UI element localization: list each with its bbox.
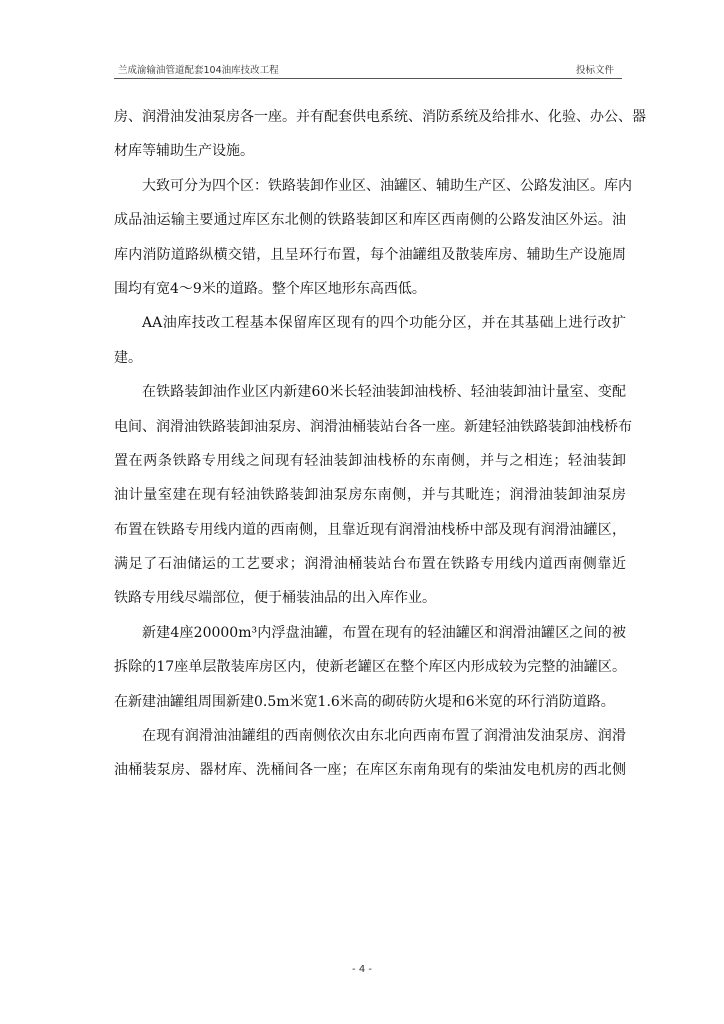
text-line: 在新建油罐组周围新建0.5m米宽1.6米高的砌砖防火堤和6米宽的环行消防道路。 [114, 693, 615, 710]
text-line: 置在两条铁路专用线之间现有轻油装卸油栈桥的东南侧，并与之相连；轻油装卸 [114, 452, 626, 469]
text-line: 材库等辅助生产设施。 [114, 143, 254, 160]
text-line: 拆除的17座单层散装库房区内，使新老罐区在整个库区内形成较为完整的油罐区。 [114, 659, 626, 676]
paragraph-start-line: 在现有润滑油油罐组的西南侧依次由东北向西南布置了润滑油发油泵房、润滑 [142, 728, 626, 745]
page-number: - 4 - [352, 964, 372, 975]
page-header [118, 62, 614, 76]
text-line: 油计量室建在现有轻油铁路装卸油泵房东南侧，并与其毗连；润滑油装卸油泵房 [114, 487, 626, 504]
text-line: 电间、润滑油铁路装卸油泵房、润滑油桶装站台各一座。新建轻油铁路装卸油栈桥布 [114, 418, 632, 435]
header-divider [114, 78, 622, 79]
text-line: 库内消防道路纵横交错，且呈环行布置，每个油罐组及散装库房、辅助生产设施周 [114, 246, 626, 263]
text-line: 围均有宽4～9米的道路。整个库区地形东高西低。 [114, 280, 426, 297]
text-line: 房、润滑油发油泵房各一座。并有配套供电系统、消防系统及给排水、化验、办公、器 [114, 109, 646, 125]
paragraph-start-line: 在铁路装卸油作业区内新建60米长轻油装卸油栈桥、轻油装卸油计量室、变配 [142, 384, 626, 401]
text-line: 建。 [114, 349, 142, 366]
document-body [114, 100, 646, 788]
header-project-title: 兰成渝输油管道配套104油库技改工程 [118, 65, 279, 76]
text-line: 布置在铁路专用线内道的西南侧，且靠近现有润滑油栈桥中部及现有润滑油罐区， [114, 521, 626, 538]
text-line: 油桶装泵房、器材库、洗桶间各一座；在库区东南角现有的柴油发电机房的西北侧 [114, 762, 626, 779]
paragraph-start-line: 新建4座20000m³内浮盘油罐，布置在现有的轻油罐区和润滑油罐区之间的被 [142, 624, 626, 641]
paragraph-start-line: AA油库技改工程基本保留库区现有的四个功能分区，并在其基础上进行改扩 [142, 315, 626, 332]
header-document-type: 投标文件 [575, 65, 614, 76]
text-line: 成品油运输主要通过库区东北侧的铁路装卸区和库区西南侧的公路发油区外运。油 [114, 212, 626, 229]
paragraph-start-line: 大致可分为四个区：铁路装卸作业区、油罐区、辅助生产区、公路发油区。库内 [142, 177, 632, 194]
text-line: 满足了石油储运的工艺要求；润滑油桶装站台布置在铁路专用线内道西南侧靠近 [114, 556, 626, 573]
text-line: 铁路专用线尽端部位，便于桶装油品的出入库作业。 [114, 590, 436, 607]
